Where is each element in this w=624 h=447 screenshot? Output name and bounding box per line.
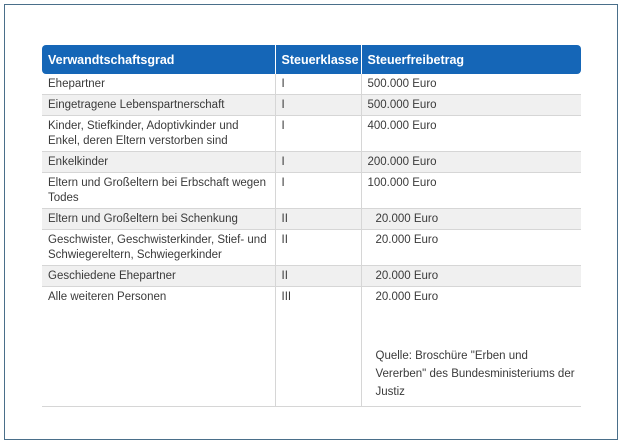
table-row [42, 287, 581, 407]
table-row [42, 152, 581, 173]
table-header-row [42, 45, 581, 74]
tax-allowance-table [42, 45, 581, 407]
cell-klasse: II [275, 266, 361, 287]
header-steuerklasse: Steuerklasse [275, 45, 361, 74]
cell-grad: Eltern und Großeltern bei Erbschaft wegen Todes [42, 173, 275, 209]
table-row [42, 209, 581, 230]
cell-betrag: 20.000 Euro [361, 209, 581, 230]
cell-betrag: 400.000 Euro [361, 116, 581, 152]
table-row [42, 74, 581, 95]
header-steuerfreibetrag: Steuerfreibetrag [361, 45, 581, 74]
cell-grad: Eingetragene Lebenspartnerschaft [42, 95, 275, 116]
table-row [42, 230, 581, 266]
cell-betrag: 100.000 Euro [361, 173, 581, 209]
table-row [42, 116, 581, 152]
cell-grad: Enkelkinder [42, 152, 275, 173]
source-note: Quelle: Broschüre "Erben und Vererben" des Bundesministeriums der Justiz [375, 350, 575, 398]
cell-grad: Geschwister, Geschwisterkinder, Stief- und Schwiegereltern, Schwiegerkinder [42, 230, 275, 266]
cell-betrag: 500.000 Euro [361, 74, 581, 95]
cell-klasse: I [275, 74, 361, 95]
cell-klasse: II [275, 230, 361, 266]
cell-betrag: 20.000 Euro [361, 230, 581, 266]
tax-table-container [42, 45, 581, 407]
cell-grad: Ehepartner [42, 74, 275, 95]
cell-klasse: I [275, 116, 361, 152]
table-row [42, 173, 581, 209]
cell-betrag-with-source [361, 287, 581, 407]
cell-grad: Eltern und Großeltern bei Schenkung [42, 209, 275, 230]
table-row [42, 95, 581, 116]
cell-klasse: III [275, 287, 361, 407]
cell-betrag: 200.000 Euro [361, 152, 581, 173]
table-row [42, 266, 581, 287]
cell-klasse: I [275, 173, 361, 209]
cell-klasse: II [275, 209, 361, 230]
cell-betrag-value: 20.000 Euro [375, 291, 439, 303]
cell-betrag: 20.000 Euro [361, 266, 581, 287]
cell-grad: Alle weiteren Personen [42, 287, 275, 407]
cell-klasse: I [275, 152, 361, 173]
cell-grad: Kinder, Stiefkinder, Adoptivkinder und Enkel, deren Eltern verstorben sind [42, 116, 275, 152]
cell-klasse: I [275, 95, 361, 116]
header-verwandtschaftsgrad: Verwandtschaftsgrad [42, 45, 275, 74]
cell-grad: Geschiedene Ehepartner [42, 266, 275, 287]
cell-betrag: 500.000 Euro [361, 95, 581, 116]
